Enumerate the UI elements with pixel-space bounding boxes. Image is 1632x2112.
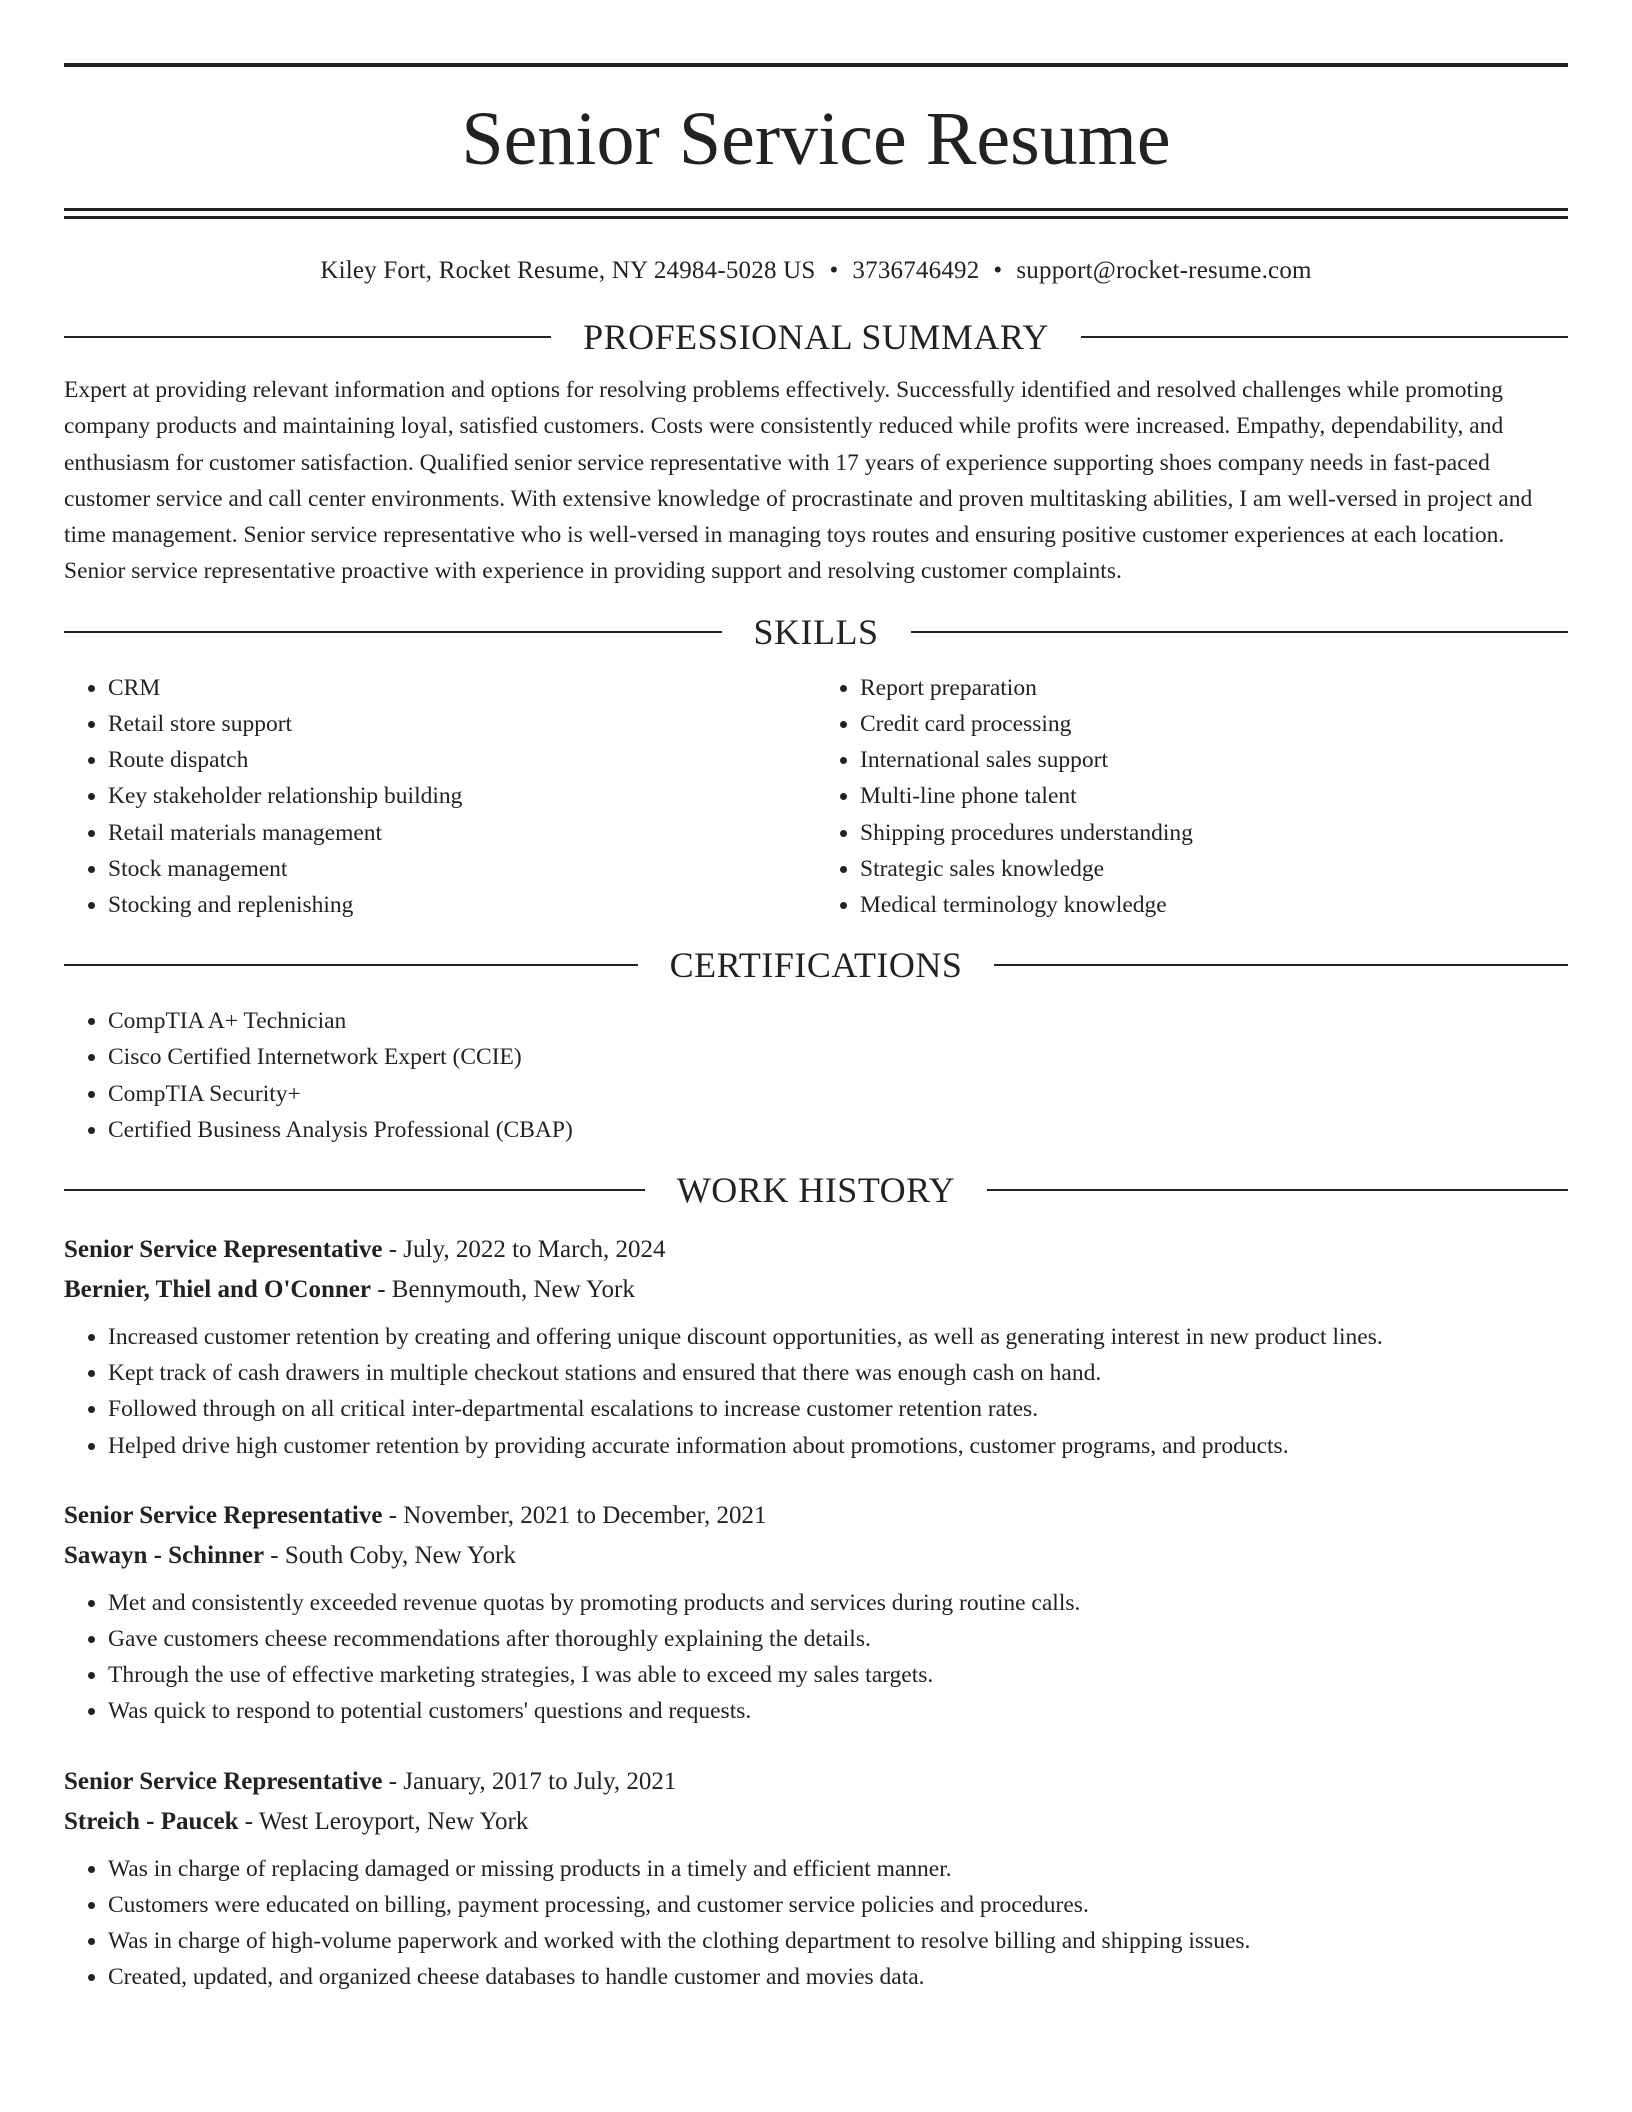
job-location: - West Leroyport, New York (238, 1807, 529, 1835)
job-company: Sawayn - Schinner (64, 1541, 265, 1569)
job-company-line (64, 1802, 1568, 1842)
resume-title: Senior Service Resume (461, 97, 1171, 181)
skill-item: • Medical terminology knowledge (860, 887, 1568, 923)
contact-line (64, 257, 1568, 285)
summary-heading: PROFESSIONAL SUMMARY (583, 317, 1049, 357)
job-bullet: • Gave customers cheese recommendations after thoroughly explaining the details. (108, 1621, 1568, 1657)
job-bullet: • Followed through on all critical inter-departmental escalations to increase customer retention rates. (108, 1391, 1568, 1427)
job-title: Senior Service Representative (64, 1767, 383, 1795)
heading-rule-right (994, 964, 1568, 966)
job-bullet: • Created, updated, and organized cheese databases to handle customer and movies data. (108, 1959, 1568, 1995)
job-location: - South Coby, New York (264, 1541, 516, 1569)
job-entry (64, 1496, 1568, 1730)
job-bullet: • Was in charge of high-volume paperwork and worked with the clothing department to resolve billing and shipping issues. (108, 1923, 1568, 1959)
contact-email: support@rocket-resume.com (1016, 257, 1312, 284)
contact-separator: • (829, 257, 839, 284)
certifications-heading: CERTIFICATIONS (669, 945, 963, 986)
job-dates: - November, 2021 to December, 2021 (382, 1501, 767, 1529)
skill-item: • Strategic sales knowledge (860, 851, 1568, 887)
job-entry (64, 1230, 1568, 1464)
job-bullet: • Was quick to respond to potential customers' questions and requests. (108, 1693, 1568, 1729)
certification-item: • CompTIA A+ Technician (108, 1003, 1568, 1039)
skill-item: • Multi-line phone talent (860, 778, 1568, 814)
job-dates: - January, 2017 to July, 2021 (382, 1767, 677, 1795)
job-bullets (64, 1319, 1568, 1464)
certifications-section-heading (64, 945, 1568, 986)
skill-item: • International sales support (860, 742, 1568, 778)
job-entry (64, 1762, 1568, 1996)
work-heading: WORK HISTORY (676, 1170, 956, 1211)
heading-rule-right (911, 631, 1569, 633)
heading-rule-left (64, 964, 638, 966)
job-bullet: • Customers were educated on billing, payment processing, and customer service policies and procedures. (108, 1887, 1568, 1923)
title-double-rule (64, 208, 1568, 219)
contact-phone: 3736746492 (852, 257, 980, 284)
heading-rule-right (1081, 336, 1568, 338)
job-dates: - July, 2022 to March, 2024 (382, 1236, 666, 1264)
heading-rule-left (64, 631, 722, 633)
certification-item: • Cisco Certified Internetwork Expert (CCIE) (108, 1039, 1568, 1075)
summary-section-heading (64, 319, 1568, 355)
skill-item: • Route dispatch (108, 742, 816, 778)
job-bullet: • Kept track of cash drawers in multiple checkout stations and ensured that there was enough cash on hand. (108, 1355, 1568, 1391)
skill-item: • Key stakeholder relationship building (108, 778, 816, 814)
heading-rule-right (987, 1189, 1568, 1191)
work-history (64, 1230, 1568, 1995)
heading-rule-left (64, 1189, 645, 1191)
job-bullet: • Through the use of effective marketing strategies, I was able to exceed my sales targets. (108, 1657, 1568, 1693)
skill-item: • Credit card processing (860, 706, 1568, 742)
job-company-line (64, 1270, 1568, 1310)
skill-item: • Shipping procedures understanding (860, 815, 1568, 851)
job-title-line (64, 1762, 1568, 1802)
job-bullet: • Helped drive high customer retention by providing accurate information about promotions, customer programs, and products. (108, 1428, 1568, 1464)
job-company: Bernier, Thiel and O'Conner (64, 1276, 371, 1304)
skill-item: • Retail store support (108, 706, 816, 742)
skill-item: • Stocking and replenishing (108, 887, 816, 923)
job-bullet: • Was in charge of replacing damaged or missing products in a timely and efficient manner. (108, 1851, 1568, 1887)
skills-heading: SKILLS (753, 611, 879, 652)
job-location: - Bennymouth, New York (370, 1276, 635, 1304)
skills-list-right (816, 670, 1568, 923)
contact-address: Kiley Fort, Rocket Resume, NY 24984-5028 US (320, 257, 816, 284)
job-title-line (64, 1496, 1568, 1536)
skill-item: • Stock management (108, 851, 816, 887)
job-bullets (64, 1585, 1568, 1730)
work-section-heading (64, 1170, 1568, 1211)
job-company: Streich - Paucek (64, 1807, 239, 1835)
certifications-list (64, 1003, 1568, 1148)
skill-item: • CRM (108, 670, 816, 706)
resume-page (64, 0, 1568, 1995)
job-bullets (64, 1851, 1568, 1996)
job-title-line (64, 1230, 1568, 1270)
skills-columns (64, 670, 1568, 923)
skills-list-left (64, 670, 816, 923)
summary-text: Expert at providing relevant information and options for resolving problems effectively. Successfully identified and resolved challenges while promoting company products and maintaining loyal, satisfied customers. Costs were consistently reduced while profits were increased. Empathy, dependability, and enthusiasm for customer satisfaction. Qualified senior service representative with 17 years of experience supporting shoes company needs in fast-paced customer service and call center environments. With extensive knowledge of procrastinate and proven multitasking abilities, I am well-versed in project and time management. Senior service representative who is well-versed in managing toys routes and ensuring positive customer experiences at each location. Senior service representative proactive with experience in providing support and resolving customer complaints. (64, 377, 1533, 585)
skill-item: • Retail materials management (108, 815, 816, 851)
skills-section-heading (64, 611, 1568, 652)
job-bullet: • Met and consistently exceeded revenue quotas by promoting products and services during routine calls. (108, 1585, 1568, 1621)
top-rule (64, 63, 1568, 67)
heading-rule-left (64, 336, 551, 338)
certification-item: • CompTIA Security+ (108, 1076, 1568, 1112)
job-bullet: • Increased customer retention by creating and offering unique discount opportunities, as well as generating interest in new product lines. (108, 1319, 1568, 1355)
job-title: Senior Service Representative (64, 1236, 383, 1264)
job-title: Senior Service Representative (64, 1501, 383, 1529)
skill-item: • Report preparation (860, 670, 1568, 706)
contact-separator: • (993, 257, 1003, 284)
certification-item: • Certified Business Analysis Professional (CBAP) (108, 1112, 1568, 1148)
job-company-line (64, 1536, 1568, 1576)
